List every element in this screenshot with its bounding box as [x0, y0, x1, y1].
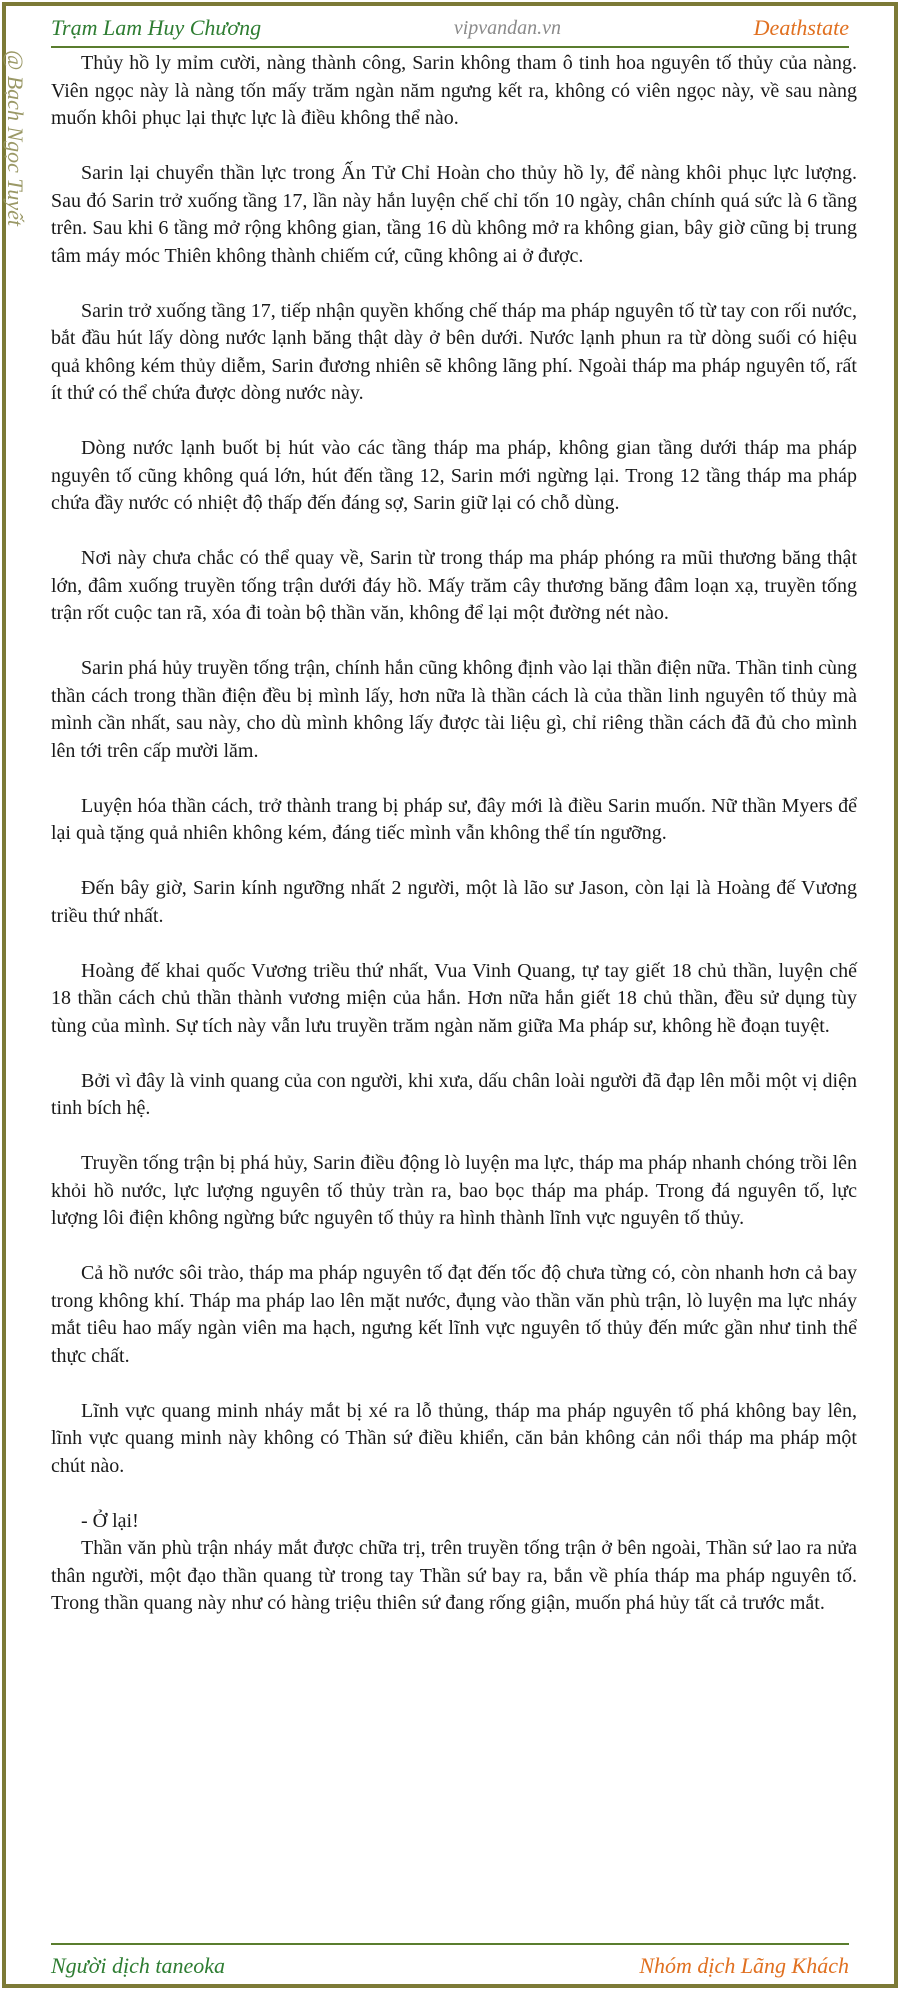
header-left-title: Trạm Lam Huy Chương [51, 15, 262, 40]
paragraph: Dòng nước lạnh buốt bị hút vào các tầng tháp ma pháp, không gian tầng dưới tháp ma pháp nguyên tố cũng không quá lớn, hút đến tầng 12, Sarin mới ngừng lại. Trong 12 tầng tháp ma pháp chứa đầy nước có nhiệt độ thấp đến đáng sợ, Sarin giữ lại có chỗ dùng. [51, 437, 857, 514]
paragraph: Luyện hóa thần cách, trở thành trang bị pháp sư, đây mới là điều Sarin muốn. Nữ thần Myers để lại quà tặng quả nhiên không kém, đáng tiếc mình vẫn không thể tín ngưỡng. [51, 794, 857, 844]
page-frame [2, 2, 898, 1988]
header-divider [51, 46, 849, 48]
paragraph: Cả hồ nước sôi trào, tháp ma pháp nguyên tố đạt đến tốc độ chưa từng có, còn nhanh hơn cả bay trong không khí. Tháp ma pháp lao lên mặt nước, đụng vào thần văn phù trận, lò luyện ma lực nháy mắt tiêu hao mấy ngàn viên ma hạch, ngưng kết lĩnh vực nguyên tố thủy đến mức gần như tinh thể thực chất. [51, 1262, 857, 1367]
dialogue-line: - Ở lại! [81, 1509, 139, 1532]
footer-translator: Người dịch taneoka [51, 1953, 226, 1978]
paragraph: Sarin trở xuống tầng 17, tiếp nhận quyền khống chế tháp ma pháp nguyên tố từ tay con rối nước, bắt đầu hút lấy dòng nước lạnh băng thật dày ở bên dưới. Nước lạnh phun ra từ dòng suối có hiệu quả không kém thủy diễm, Sarin đương nhiên sẽ không lãng phí. Ngoài tháp ma pháp nguyên tố, rất ít thứ có thể chứa được dòng nước này. [51, 299, 857, 404]
paragraph: Sarin phá hủy truyền tống trận, chính hắn cũng không định vào lại thần điện nữa. Thần tinh cùng thần cách trong thần điện đều bị mình lấy, hơn nữa là thần cách là của thần linh nguyên tố thủy mà mình cần nhất, sau này, cho dù mình không lấy được tài liệu gì, chỉ riêng thần cách đã đủ cho mình lên tới trên cấp mười lăm. [51, 657, 857, 762]
footer-group: Nhóm dịch Lãng Khách [639, 1953, 849, 1978]
page-footer [51, 1951, 849, 1981]
side-watermark-text: @ Bạch Ngọc Tuyết [3, 50, 28, 227]
paragraph: Sarin lại chuyển thần lực trong Ấn Tử Chỉ Hoàn cho thủy hồ ly, để nàng khôi phục lực lượng. Sau đó Sarin trở xuống tầng 17, lần này hắn luyện chế chỉ tốn 10 ngày, chân chính quá sức là 6 tầng trên. Sau khi 6 tầng mở rộng không gian, tầng 16 dù không mở ra không gian, bây giờ cũng bị trung tâm máy móc Thiên không thành chiếm cứ, cũng không ai ở được. [51, 162, 857, 267]
paragraph: Thần văn phù trận nháy mắt được chữa trị, trên truyền tống trận ở bên ngoài, Thần sứ lao ra nửa thân người, một đạo thần quang từ trong tay Thần sứ bay ra, bắn về phía tháp ma pháp nguyên tố. Trong thần quang này như có hàng triệu thiên sứ đang rống giận, muốn phá hủy tất cả trước mắt. [51, 1537, 857, 1614]
paragraph: Bởi vì đây là vinh quang của con người, khi xưa, dấu chân loài người đã đạp lên mỗi một vị diện tinh bích hệ. [51, 1069, 857, 1119]
paragraph: Nơi này chưa chắc có thể quay về, Sarin từ trong tháp ma pháp phóng ra mũi thương băng thật lớn, đâm xuống truyền tống trận dưới đáy hồ. Mấy trăm cây thương băng đâm loạn xạ, truyền tống trận rốt cuộc tan rã, xóa đi toàn bộ thần văn, không để lại một đường nét nào. [51, 547, 857, 624]
page-header [51, 12, 849, 44]
footer-divider [51, 1943, 849, 1945]
side-watermark [3, 50, 42, 270]
paragraph: Hoàng đế khai quốc Vương triều thứ nhất, Vua Vinh Quang, tự tay giết 18 chủ thần, luyện chế 18 thần cách chủ thần thành vương miện của hắn. Hơn nữa hắn giết 18 chủ thần, đều sử dụng tùy tùng của mình. Sự tích này vẫn lưu truyền trăm ngàn năm giữa Ma pháp sư, không hề đoạn tuyệt. [51, 959, 857, 1037]
paragraph: Truyền tống trận bị phá hủy, Sarin điều động lò luyện ma lực, tháp ma pháp nhanh chóng trồi lên khỏi hồ nước, lực lượng nguyên tố thủy tràn ra, bao bọc tháp ma pháp. Trong đá nguyên tố, lực lượng lôi điện không ngừng bức nguyên tố thủy ra hình thành lĩnh vực nguyên tố thủy. [51, 1152, 857, 1229]
header-site-name: vipvandan.vn [453, 16, 562, 39]
paragraph: Thủy hồ ly mỉm cười, nàng thành công, Sarin không tham ô tinh hoa nguyên tố thủy của nàng. Viên ngọc này là nàng tốn mấy trăm ngàn năm ngưng kết ra, không có viên ngọc này, về sau nàng muốn khôi phục lại thực lực là điều không thể nào. [51, 52, 857, 129]
story-text [51, 50, 857, 1618]
header-right-title: Deathstate [753, 15, 849, 40]
paragraph: Đến bây giờ, Sarin kính ngưỡng nhất 2 người, một là lão sư Jason, còn lại là Hoàng đế Vương triều thứ nhất. [51, 877, 857, 927]
paragraph: Lĩnh vực quang minh nháy mắt bị xé ra lỗ thủng, tháp ma pháp nguyên tố phá không bay lên, lĩnh vực quang minh này không có Thần sứ điều khiển, căn bản không cản nổi tháp ma pháp một chút nào. [51, 1399, 857, 1477]
